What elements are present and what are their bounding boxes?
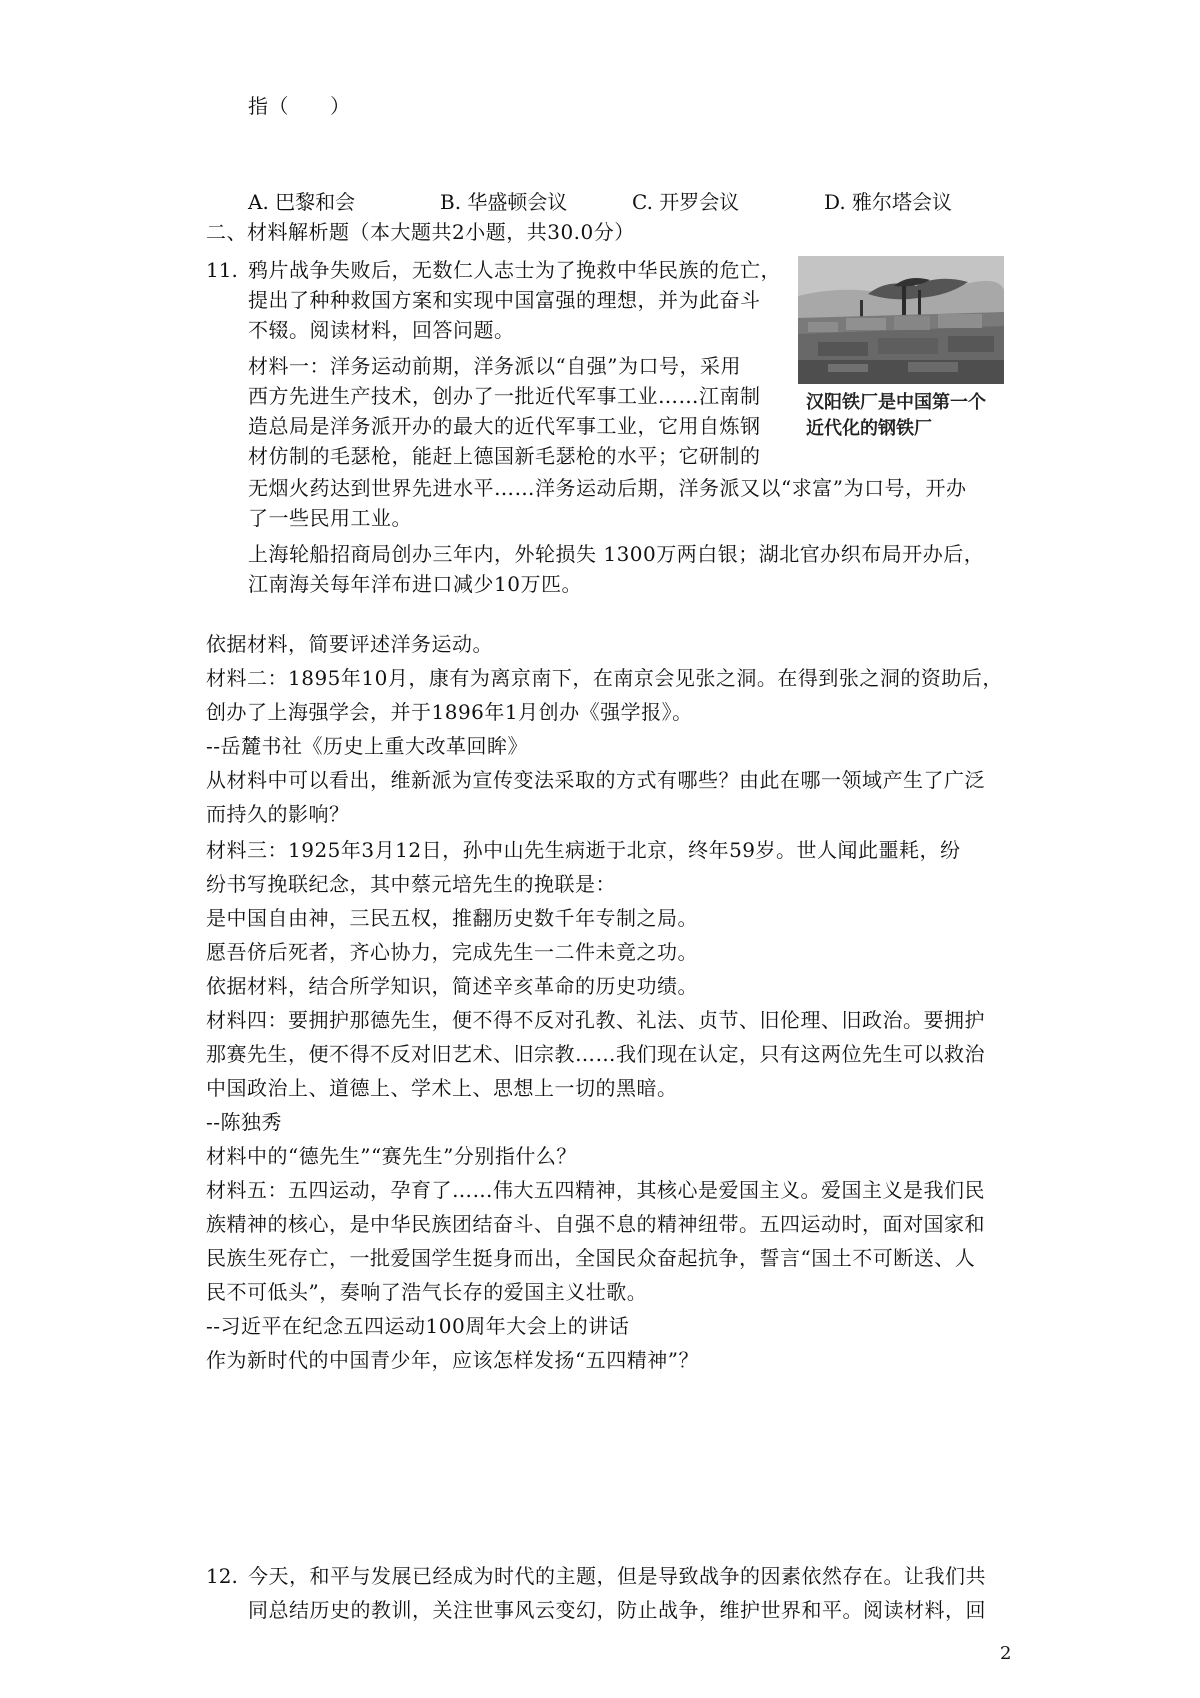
q11-line: 材料一：洋务运动前期，洋务派以“自强”为口号，采用 (248, 354, 741, 378)
hanyang-ironworks-figure (798, 256, 1004, 462)
q11-line: 不辍。阅读材料，回答问题。 (248, 318, 515, 342)
q10-option-c: C. 开罗会议 (632, 190, 740, 214)
body-line: 作为新时代的中国青少年，应该怎样发扬“五四精神”？ (206, 1348, 699, 1372)
figure-caption: 汉阳铁厂是中国第一个近代化的钢铁厂 (806, 392, 986, 439)
q11-line: 了一些民用工业。 (248, 506, 412, 530)
body-line: 依据材料，结合所学知识，简述辛亥革命的历史功绩。 (206, 974, 698, 998)
body-line: 是中国自由神，三民五权，推翻历史数千年专制之局。 (206, 906, 698, 930)
q11-line: 江南海关每年洋布进口减少10万匹。 (248, 572, 582, 596)
body-line: 材料中的“德先生”“赛先生”分别指什么？ (206, 1144, 577, 1168)
body-line: 那赛先生，便不得不反对旧艺术、旧宗教……我们现在认定，只有这两位先生可以救治 (206, 1042, 985, 1066)
q10-option-d: D. 雅尔塔会议 (824, 190, 953, 214)
body-line: 纷书写挽联纪念，其中蔡元培先生的挽联是： (206, 872, 616, 896)
q10-option-a: A. 巴黎和会 (248, 190, 356, 214)
body-line: 材料四：要拥护那德先生，便不得不反对孔教、礼法、贞节、旧伦理、旧政治。要拥护 (206, 1008, 985, 1032)
body-line: 从材料中可以看出，维新派为宣传变法采取的方式有哪些？由此在哪一领域产生了广泛 (206, 768, 985, 792)
body-line: 材料二：1895年10月，康有为离京南下，在南京会见张之洞。在得到张之洞的资助后， (206, 666, 1003, 690)
body-line: 依据材料，简要评述洋务运动。 (206, 632, 493, 656)
body-line: 愿吾侪后死者，齐心协力，完成先生一二件未竟之功。 (206, 940, 698, 964)
body-line: 民不可低头”，奏响了浩气长存的爱国主义壮歌。 (206, 1280, 648, 1304)
q11-line: 西方先进生产技术，创办了一批近代军事工业……江南制 (248, 384, 761, 408)
page-number: 2 (1000, 1643, 1012, 1664)
q12-line: 同总结历史的教训，关注世事风云变幻，防止战争，维护世界和平。阅读材料，回 (248, 1598, 986, 1622)
q11-line: 鸦片战争失败后，无数仁人志士为了挽救中华民族的危亡， (248, 258, 781, 282)
body-line: 材料三：1925年3月12日，孙中山先生病逝于北京，终年59岁。世人闻此噩耗，纷 (206, 838, 961, 862)
section-title: 二、材料解析题（本大题共2小题，共30.0分） (206, 220, 635, 244)
body-line: 民族生死存亡，一批爱国学生挺身而出，全国民众奋起抗争，誓言“国土不可断送、人 (206, 1246, 976, 1270)
body-line: 创办了上海强学会，并于1896年1月创办《强学报》。 (206, 700, 693, 724)
q11-line: 材仿制的毛瑟枪，能赶上德国新毛瑟枪的水平；它研制的 (248, 444, 761, 468)
q10-stem-tail: 指（ ） (248, 94, 351, 118)
body-line: 而持久的影响？ (206, 802, 350, 826)
factory-photo (798, 256, 1004, 384)
q11-line: 无烟火药达到世界先进水平……洋务运动后期，洋务派又以“求富”为口号，开办 (248, 476, 967, 500)
body-line: 中国政治上、道德上、学术上、思想上一切的黑暗。 (206, 1076, 678, 1100)
q12-number: 12. (206, 1564, 238, 1588)
body-line: --陈独秀 (206, 1110, 283, 1134)
q10-option-b: B. 华盛顿会议 (440, 190, 568, 214)
body-line: 族精神的核心，是中华民族团结奋斗、自强不息的精神纽带。五四运动时，面对国家和 (206, 1212, 985, 1236)
q11-line: 造总局是洋务派开办的最大的近代军事工业，它用自炼钢 (248, 414, 761, 438)
q11-number: 11. (206, 258, 238, 282)
body-line: --习近平在纪念五四运动100周年大会上的讲话 (206, 1314, 630, 1338)
body-line: --岳麓书社《历史上重大改革回眸》 (206, 734, 529, 758)
q12-line: 今天，和平与发展已经成为时代的主题，但是导致战争的因素依然存在。让我们共 (248, 1564, 986, 1588)
q11-line: 提出了种种救国方案和实现中国富强的理想，并为此奋斗 (248, 288, 761, 312)
body-line: 材料五：五四运动，孕育了……伟大五四精神，其核心是爱国主义。爱国主义是我们民 (206, 1178, 985, 1202)
q11-line: 上海轮船招商局创办三年内，外轮损失 1300万两白银；湖北官办织布局开办后， (248, 542, 985, 566)
